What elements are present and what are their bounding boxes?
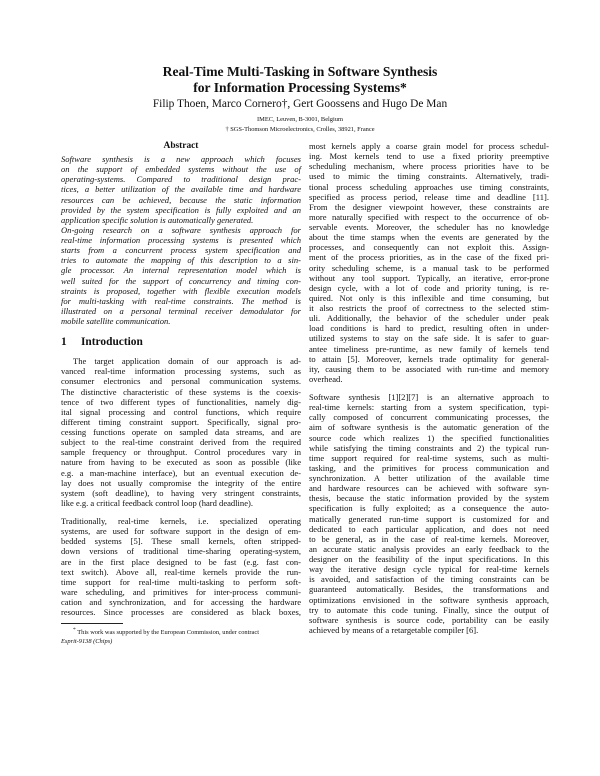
body-line: time support required for real-time systems, such as multi- [309, 452, 549, 463]
abstract-line: On-going research on a software synthesis approach for [61, 224, 301, 235]
title-line: for Information Processing Systems* [193, 80, 407, 95]
body-line: software synthesis is source code, portability can be easily [309, 614, 549, 625]
abstract-line: mobile satellite communication. [61, 316, 171, 326]
body-line: different timing constraint support. Specifically, signal pro- [61, 416, 301, 427]
body-line: an accurate static analysis provides an early feedback to the [309, 543, 549, 554]
right-paragraph-2 [309, 392, 549, 635]
body-line: consumer electronics and personal communication systems. [61, 376, 301, 387]
body-line: about the time stamps when the events are generated by the [309, 232, 549, 243]
introduction-paragraph-2 [61, 516, 301, 617]
body-line: processes, and consequently can not exploit this. Assign- [309, 242, 549, 253]
body-line: real-time kernels: starting from a system specification, typi- [309, 402, 549, 413]
body-line: Traditionally, real-time kernels, i.e. specialized operating [61, 516, 301, 526]
body-line: scheduling mechanism, where process priorities have to be [309, 161, 549, 172]
body-line: source code which realizes 1) the specified functionalities [309, 432, 549, 443]
body-line: most kernels apply a coarse grain model for process schedul- [309, 141, 549, 151]
body-line: to be general, as in the case of real-time kernels. Moreover, [309, 533, 549, 544]
body-line: matically generated run-time support is customized for and [309, 513, 549, 524]
abstract-line: well suited for the support of concurrency and timing con- [61, 275, 301, 286]
abstract-line: straints is proposed, together with flexible execution models [61, 285, 301, 296]
abstract-line: illustrated on a personal terminal receiver demodulator for [61, 305, 301, 316]
introduction-paragraph-1 [61, 356, 301, 508]
title-line: Real-Time Multi-Tasking in Software Synthesis [162, 64, 438, 79]
body-line: synchronization. A better utilization of the available time [309, 473, 549, 483]
body-line: The target application domain of our approach is ad- [73, 356, 301, 367]
body-line: way the iterative design cycle typical for real-time kernels [309, 564, 549, 575]
body-line: is avoided, and satisfaction of the timing constraints can be [309, 574, 549, 585]
body-line: ority scheduling scheme, is a manual task to be performed [309, 262, 549, 273]
abstract-line: starts from a concurrent process system specification and [61, 245, 301, 256]
footnote [61, 626, 301, 646]
affiliation-imec: IMEC, Leuven, B-3001, Belgium [257, 116, 343, 123]
body-line: load conditions is hard to predict, resulting often in under- [309, 323, 549, 334]
body-line: bedded systems [5]. These small kernels, often stripped- [61, 536, 301, 547]
abstract-text [61, 154, 301, 326]
body-line: aim of software synthesis is the automatic generation of the [309, 422, 549, 433]
body-line: used to mimic the timing constraints. Alternatively, tradi- [309, 171, 549, 182]
abstract-line: for multi-tasking with real-time constraints. The method is [61, 295, 301, 306]
paragraph-gap [309, 384, 549, 392]
section-title: Introduction [81, 336, 143, 349]
body-line: ment of the process priorities, as in the case of the fixed pri- [309, 252, 549, 263]
body-line: cessing functions operate on sampled data streams, and are [61, 427, 301, 437]
body-line: are in the first place designed to be fast (e.g. fast con- [61, 556, 301, 567]
abstract-line: tices, a better utilization of the available time and hardware [61, 184, 301, 195]
body-line: Software synthesis [1][2][7] is an alternative approach to [309, 392, 549, 402]
abstract-heading: Abstract [163, 141, 199, 151]
left-column [61, 140, 301, 646]
body-line: uli. Additionally, the behavior of the scheduler under peak [309, 313, 549, 324]
abstract-line: Software synthesis is a new approach which focuses [61, 154, 301, 164]
body-line: overhead. [309, 373, 343, 384]
body-line: optimizations envisioned in the software synthesis approach, [309, 594, 549, 605]
body-line: specification is fully exploited; as a consequence the auto- [309, 503, 549, 514]
body-line: system (soft deadline), to having very stringent constraints, [61, 487, 301, 498]
abstract-line: operating-systems. Compared to traditional design prac- [61, 174, 301, 185]
body-line: cation and synchronization, and for accessing the hardware [61, 597, 301, 607]
body-line: like e.g. a critical feedback control loop (hard deadline). [61, 497, 253, 508]
footnote-line [61, 626, 301, 637]
body-line: try to automate this code tuning. Finally, since the output of [309, 604, 549, 615]
body-line: more naturally specified with respect to the occurrence of ob- [309, 211, 549, 222]
body-line: quired. Not only is this inflexible and time consuming, but [309, 292, 549, 303]
right-paragraph-1 [309, 141, 549, 384]
abstract-line: gle processor. An internal representation model which is [61, 265, 301, 276]
body-line: and hardware resources can be achieved with software syn- [309, 483, 549, 494]
body-line: dedicated to each particular application, and does not need [309, 523, 549, 534]
body-line: specified as process period, release time and deadline [11]. [309, 191, 549, 202]
body-line: designer on the feasibility of the input specifications. In this [309, 554, 549, 564]
body-line: ware scheduling, and primitives for inter-process communi- [61, 586, 301, 597]
body-line: subject to the real-time constraint derived from the required [61, 437, 301, 448]
body-line: text switch). Above all, real-time kernels provide the run- [61, 566, 301, 577]
abstract-line: tries to automate the mapping of this description to a sin- [61, 255, 301, 266]
abstract-line: application specific solution is automatically generated. [61, 214, 254, 225]
body-line: nature from having to be executed as soon as possible (like [61, 457, 301, 468]
body-line: to attain [5]. Moreover, kernels trade optimality for general- [309, 353, 549, 364]
abstract-line: real-time information processing systems is presented which [61, 235, 301, 245]
body-line: The distinctive characteristic of these systems is the coexis- [61, 386, 301, 397]
body-line: ing. Most kernels tend to use a fixed priority preemptive [309, 151, 549, 162]
body-line: achieved by means of a retargetable compiler [6]. [309, 624, 479, 635]
affiliation-sgs-thomson: † SGS-Thomson Microelectronics, Crolles, 38921, France [225, 126, 375, 133]
body-line: vanced real-time information processing systems, such as [61, 366, 301, 377]
body-line: guaranteed automatically. Besides, the transformations and [309, 584, 549, 595]
body-line: it also restricts the proof of correctness to the selected stim- [309, 303, 549, 313]
body-line: tence of two different types of functionalities, namely dig- [61, 396, 301, 407]
body-line: servable events. Moreover, the scheduler has no knowledge [309, 222, 549, 232]
section-heading-introduction [61, 335, 301, 356]
paper-title [0, 64, 600, 96]
abstract-line: on the support of embedded systems without the use of [61, 164, 301, 175]
abstract-line: resources can be achieved, because the static information [61, 194, 301, 205]
paragraph-gap [61, 508, 301, 516]
body-line: time support for real-time multi-tasking to perform soft- [61, 576, 301, 587]
body-line: tasking, and the primitives for process communication and [309, 462, 549, 473]
abstract-line: provided by the system specification is fully exploited and an [61, 204, 301, 215]
body-line: e.g. a man-machine interface), but an eventual execution de- [61, 467, 301, 478]
body-line: From the designer viewpoint however, these constraints are [309, 201, 549, 212]
body-line: systems, are used for software support in the design of em- [61, 526, 301, 537]
body-line: while satisfying the timing constraints and 2) the typical run- [309, 442, 549, 453]
body-line: down versions of traditional time-sharing operating-system, [61, 546, 301, 557]
body-line: ity, causing them to be associated with run-time and memory [309, 363, 549, 374]
right-column [309, 141, 549, 635]
body-line: without any tool support. Typically, an iterative, error-prone [309, 272, 549, 283]
body-line: thesis, because the static information provided by the system [309, 493, 549, 504]
footnote-text: This work was supported by the European Commission, under contract [77, 629, 259, 637]
footnote-mark: * [73, 627, 76, 634]
body-line: antee timeliness pre-runtime, as new family of kernels tend [309, 343, 549, 354]
footnote-contract-id: Esprit-9138 (Chips) [61, 638, 113, 646]
body-line: lay does not usually compromise the integrity of the entire [61, 477, 301, 488]
author-list: Filip Thoen, Marco Cornero†, Gert Goossens and Hugo De Man [152, 98, 448, 110]
body-line: ital signal processing and control functions, which require [61, 406, 301, 417]
body-line: tional process scheduling approaches use timing constraints, [309, 181, 549, 192]
body-line: resources. Since processes are considered as black boxes, [61, 607, 301, 618]
section-number: 1 [61, 336, 67, 349]
body-line: utilized systems to stay on the safe side. It is safer to guar- [309, 333, 549, 344]
body-line: cally composed of concurrent communicating processes, the [309, 412, 549, 423]
body-line: design cycle, with a lot of code and priority tuning, is re- [309, 282, 549, 293]
body-line: sample frequency or throughput. Control procedures vary in [61, 447, 301, 458]
